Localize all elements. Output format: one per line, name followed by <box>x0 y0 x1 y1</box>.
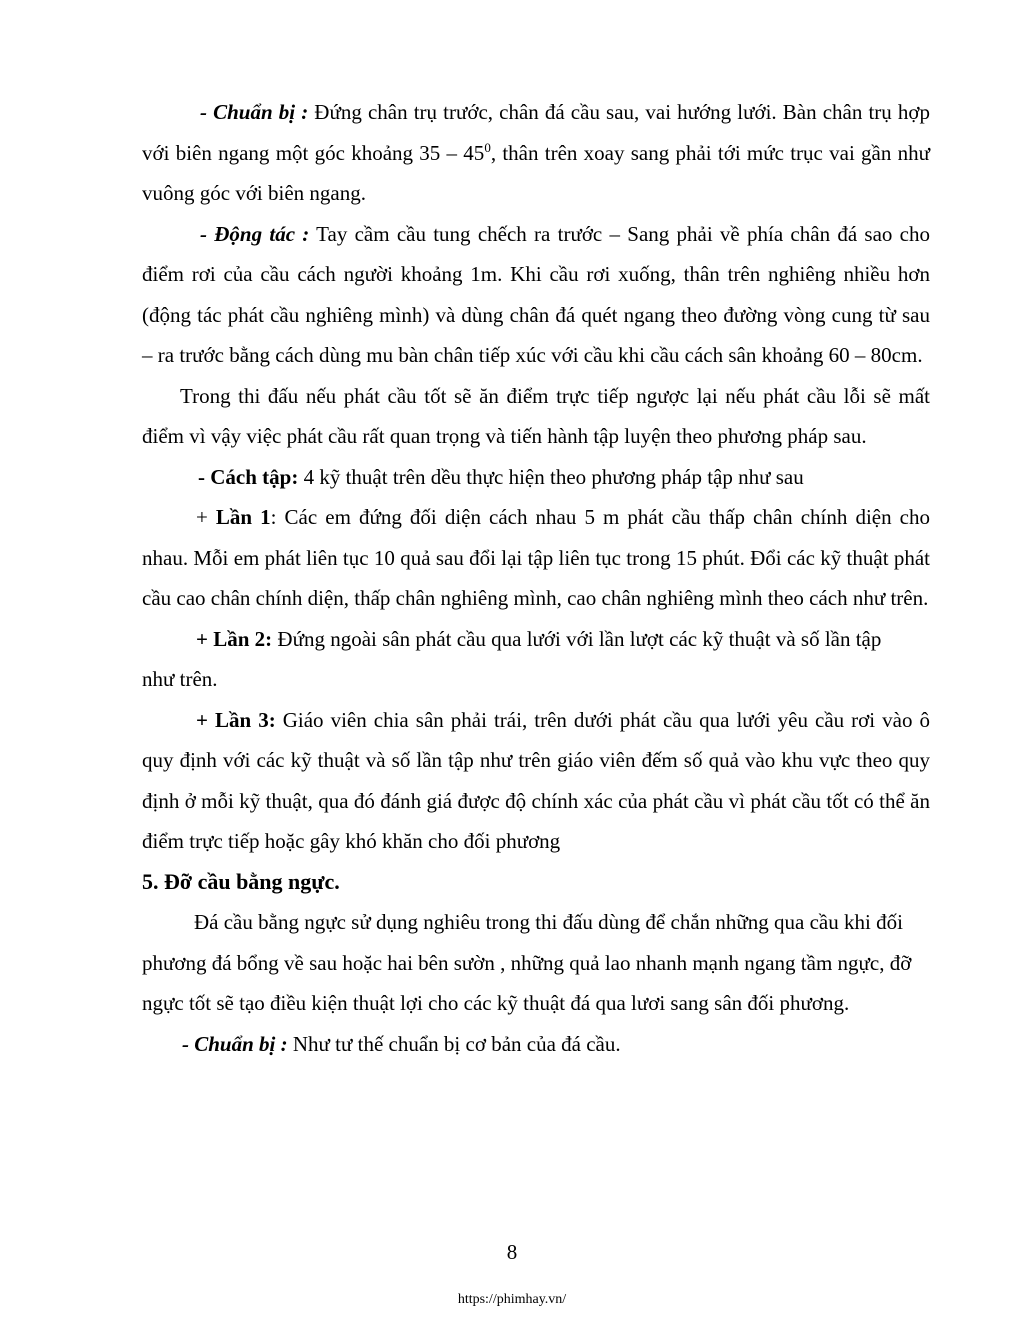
technique-label: - Động tác : <box>200 221 310 246</box>
paragraph-round-2 <box>142 619 930 700</box>
practice-method-label: - Cách tập: <box>198 464 299 489</box>
practice-method-text: 4 kỹ thuật trên dều thực hiện theo phương pháp tập như sau <box>298 464 804 489</box>
paragraph-preparation <box>142 92 930 214</box>
round-3-text: Giáo viên chia sân phải trái, trên dưới phát cầu qua lưới yêu cầu rơi vào ô quy định với các kỹ thuật và số lần tập như trên giáo viên đếm số quả vào khu vực theo quy định ở mỗi kỹ thuật, qua đó đánh giá được độ chính xác của phát cầu vì phát cầu tốt có thể ăn điểm trực tiếp hoặc gây khó khăn cho đối phương <box>142 707 930 853</box>
section-heading: 5. Đỡ cầu bằng ngực. <box>142 868 340 894</box>
degree-superscript: 0 <box>484 139 491 155</box>
preparation-text-a: Đứng chân trụ trước, chân đá cầu sau, vai hướng lưới. Bàn chân trụ hợp với biên ngang một góc khoảng 35 – 45 <box>142 100 930 165</box>
technique-text: Tay cầm cầu tung chếch ra trước – Sang phải về phía chân đá sao cho điểm rơi của cầu cách người khoảng 1m. Khi cầu rơi xuống, thân trên nghiêng nhiều hơn (động tác phát cầu nghiêng mình) và dùng chân đá quét ngang theo đường vòng cung từ sau – ra trước bằng cách dùng mu bàn chân tiếp xúc với cầu khi cầu cách sân khoảng 60 – 80cm. <box>142 221 930 367</box>
round-1-text: : Các em đứng đối diện cách nhau 5 m phát cầu thấp chân chính diện cho nhau. Mỗi em phát liên tục 10 quả sau đổi lại tập liên tục trong 15 phút. Đổi các kỹ thuật phát cầu cao chân chính diện, thấp chân nghiêng mình, cao chân nghiêng mình theo cách như trên. <box>142 505 930 610</box>
round-2-text: Đứng ngoài sân phát cầu qua lưới với lần lượt các kỹ thuật và số lần tập như trên. <box>142 626 882 691</box>
paragraph-serving-importance <box>142 376 930 457</box>
paragraph-technique <box>142 214 930 376</box>
paragraph-practice-method <box>142 457 930 498</box>
round-2-label: + Lần 2: <box>196 626 273 651</box>
preparation-text-b: , thân trên xoay sang phải tới mức trục vai gần như vuông góc với biên ngang. <box>142 140 931 205</box>
serving-importance-text: Trong thi đấu nếu phát cầu tốt sẽ ăn điểm trực tiếp ngược lại nếu phát cầu lỗi sẽ mất điểm vì vậy việc phát cầu rất quan trọng và tiến hành tập luyện theo phương pháp sau. <box>142 383 930 448</box>
preparation-2-text: Như tư thế chuẩn bị cơ bản của đá cầu. <box>287 1031 621 1056</box>
round-3-label: + Lần 3: <box>196 707 276 732</box>
paragraph-round-3 <box>142 700 930 862</box>
page-number: 8 <box>506 1240 518 1264</box>
footer-url: https://phimhay.vn/ <box>457 1292 567 1307</box>
paragraph-round-1 <box>142 497 930 619</box>
paragraph-chest-receive <box>142 902 930 1024</box>
page-body <box>142 92 930 1064</box>
round-1-label: Lần 1 <box>215 505 271 529</box>
preparation-2-label: - Chuẩn bị : <box>182 1031 288 1056</box>
preparation-label: - Chuẩn bị : <box>200 100 309 124</box>
chest-receive-text: Đá cầu bằng ngực sử dụng nghiêu trong thi đấu dùng để chắn những qua cầu khi đối phương đá bổng về sau hoặc hai bên sườn , những quả lao nhanh mạnh ngang tầm ngực, đỡ ngực tốt sẽ tạo điều kiện thuật lợi cho các kỹ thuật đá qua lươi sang sân đối phương. <box>142 910 912 1015</box>
paragraph-preparation-2 <box>142 1024 930 1065</box>
round-1-prefix: + <box>196 505 216 529</box>
